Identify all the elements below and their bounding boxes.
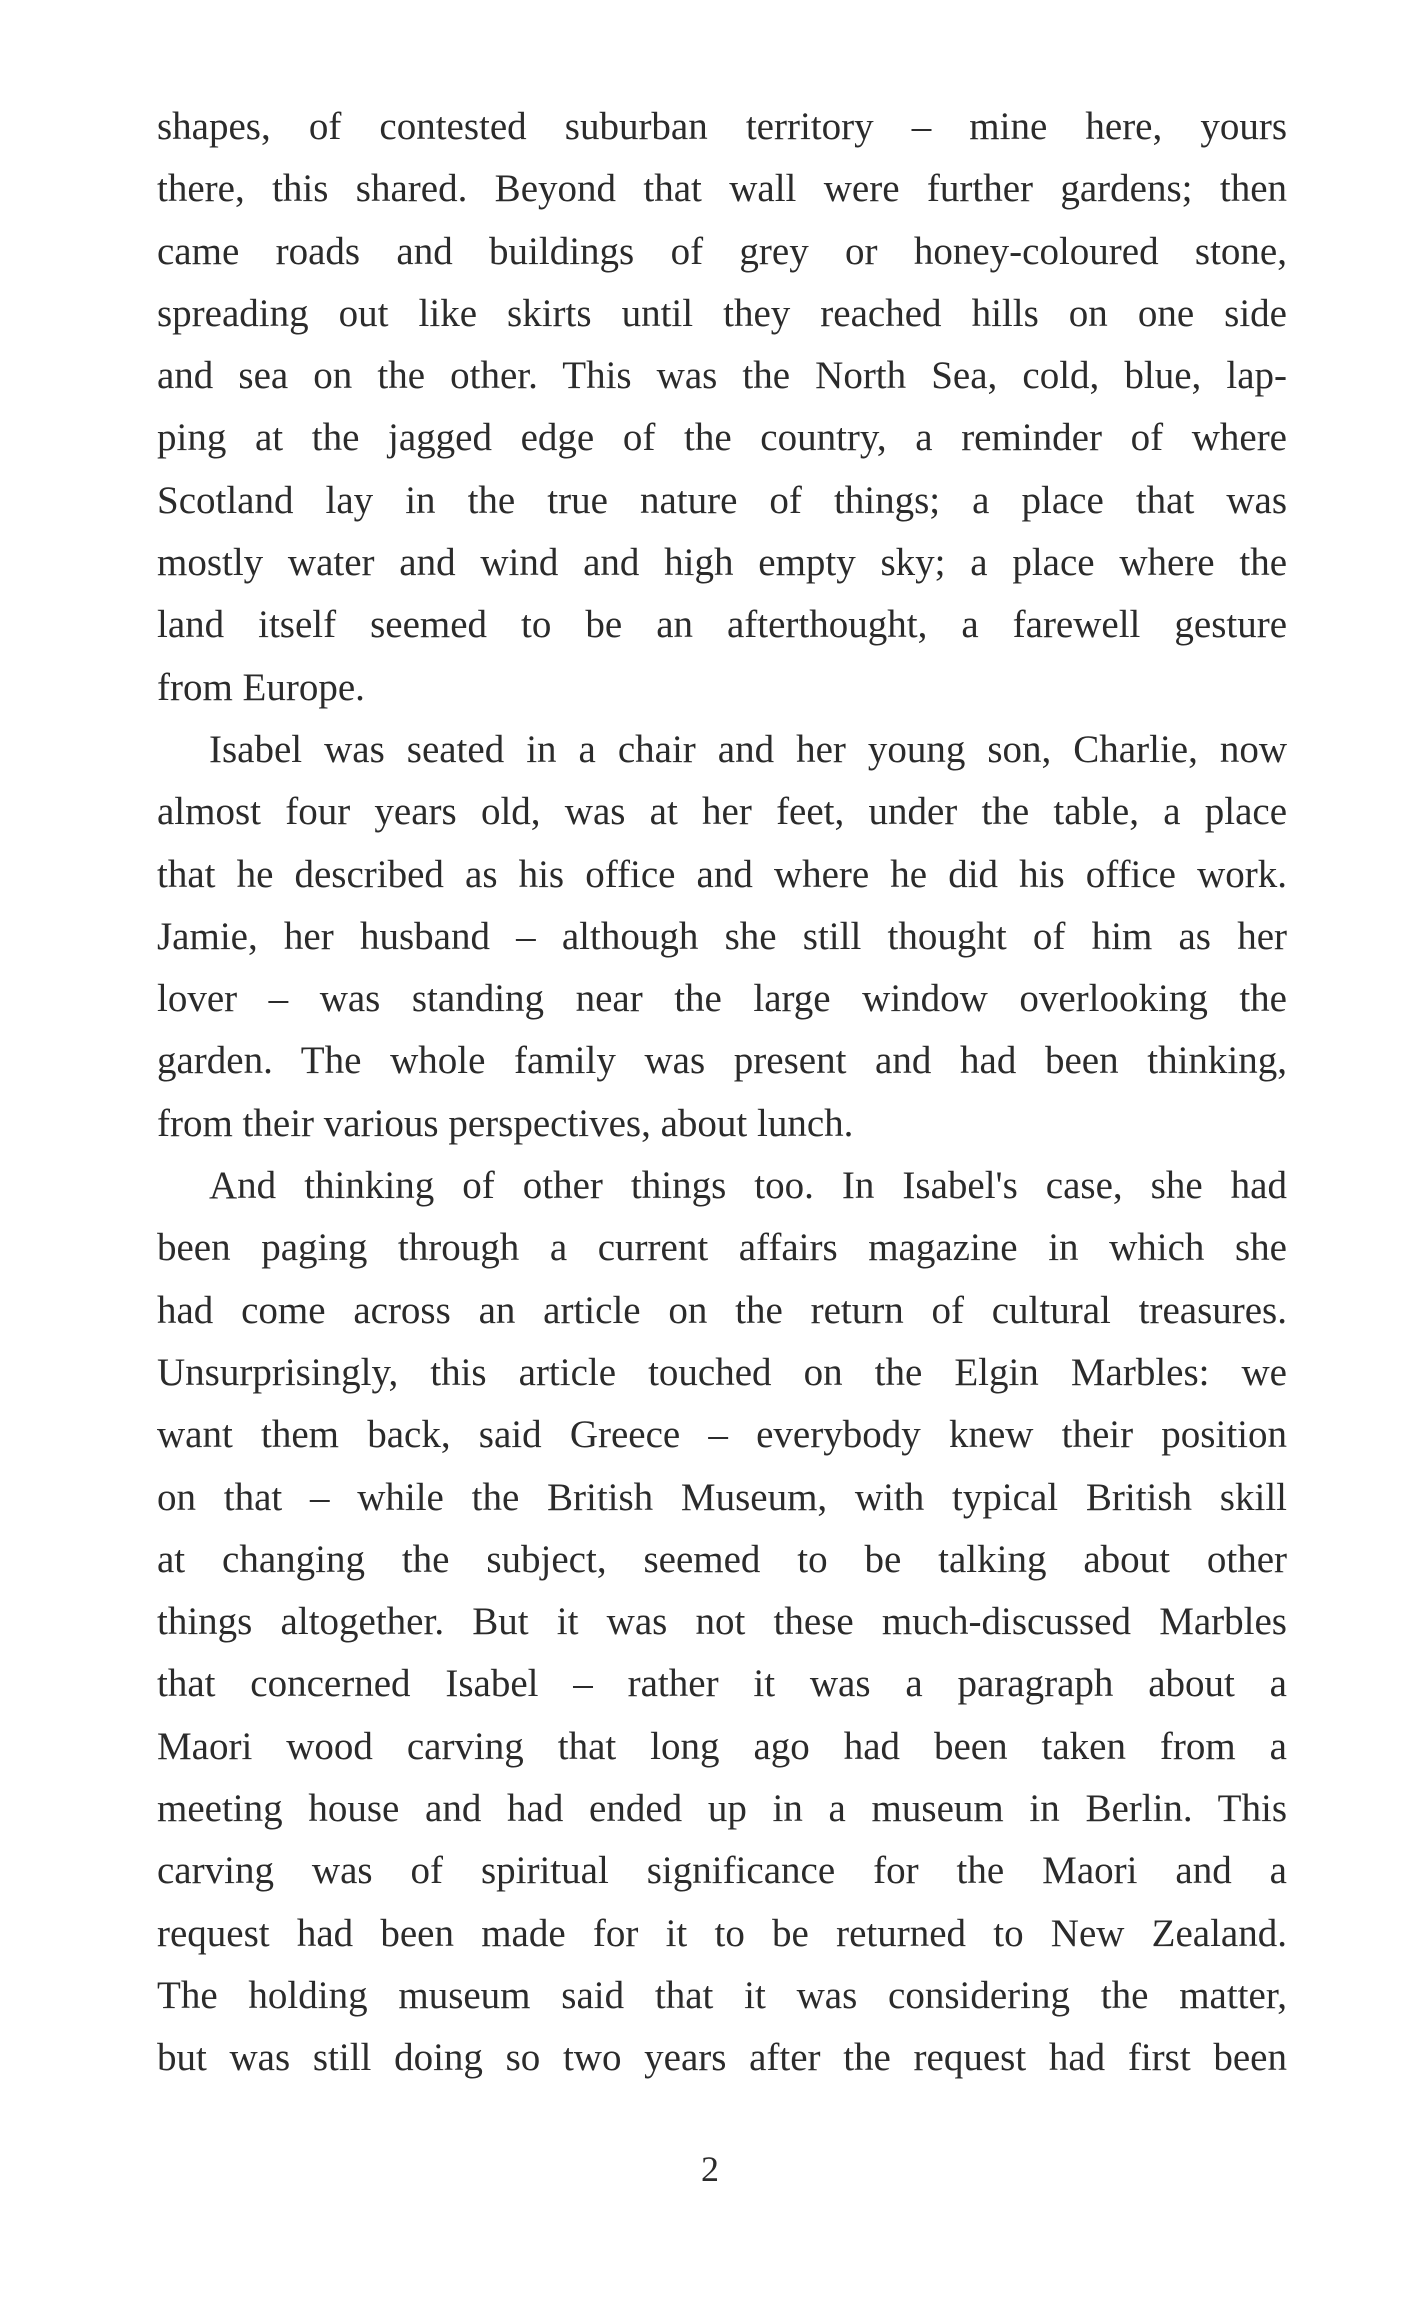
paragraph-1: [157, 96, 1287, 719]
text-line: there, this shared. Beyond that wall were further gardens; then: [157, 167, 1287, 211]
text-line: request had been made for it to be returned to New Zealand.: [157, 1911, 1287, 1955]
text-line: land itself seemed to be an afterthought, a farewell gesture: [157, 603, 1287, 647]
paragraph-2: [157, 719, 1287, 1155]
text-line: Maori wood carving that long ago had been taken from a: [157, 1724, 1287, 1768]
text-line: carving was of spiritual significance for the Maori and a: [157, 1849, 1287, 1893]
paragraph-3: [157, 1155, 1287, 2089]
body-text: [157, 96, 1287, 2090]
text-line: garden. The whole family was present and had been thinking,: [157, 1039, 1287, 1083]
text-line: The holding museum said that it was considering the matter,: [157, 1973, 1287, 2017]
text-line: on that – while the British Museum, with typical British skill: [157, 1475, 1287, 1519]
text-line: Unsurprisingly, this article touched on the Elgin Marbles: we: [157, 1350, 1287, 1394]
text-line: lover – was standing near the large window overlooking the: [157, 977, 1287, 1021]
text-line: from their various perspectives, about lunch.: [157, 1101, 854, 1145]
text-line: almost four years old, was at her feet, under the table, a place: [157, 790, 1287, 834]
text-line: at changing the subject, seemed to be talking about other: [157, 1537, 1287, 1581]
text-line: Scotland lay in the true nature of things; a place that was: [157, 478, 1287, 522]
text-line: meeting house and had ended up in a museum in Berlin. This: [157, 1787, 1287, 1831]
text-line: but was still doing so two years after the request had first been: [157, 2036, 1287, 2080]
text-line: been paging through a current affairs magazine in which she: [157, 1226, 1287, 1270]
text-line: that he described as his office and where he did his office work.: [157, 852, 1287, 896]
page-number: 2: [701, 2149, 719, 2189]
text-line: want them back, said Greece – everybody knew their position: [157, 1413, 1287, 1457]
text-line: things altogether. But it was not these much-discussed Marbles: [157, 1600, 1287, 1644]
text-line: mostly water and wind and high empty sky; a place where the: [157, 541, 1287, 585]
text-line: shapes, of contested suburban territory – mine here, yours: [157, 105, 1287, 148]
text-line: from Europe.: [157, 665, 365, 709]
text-line: spreading out like skirts until they reached hills on one side: [157, 291, 1287, 335]
text-line: came roads and buildings of grey or honey-coloured stone,: [157, 229, 1287, 273]
text-line: ping at the jagged edge of the country, a reminder of where: [157, 416, 1287, 460]
text-line: And thinking of other things too. In Isabel's case, she had: [209, 1164, 1287, 1208]
text-line: Isabel was seated in a chair and her young son, Charlie, now: [209, 727, 1287, 771]
text-line: Jamie, her husband – although she still thought of him as her: [157, 914, 1287, 958]
text-line: and sea on the other. This was the North Sea, cold, blue, lap-: [157, 354, 1287, 398]
text-line: that concerned Isabel – rather it was a paragraph about a: [157, 1662, 1287, 1706]
text-line: had come across an article on the return of cultural treasures.: [157, 1288, 1287, 1332]
